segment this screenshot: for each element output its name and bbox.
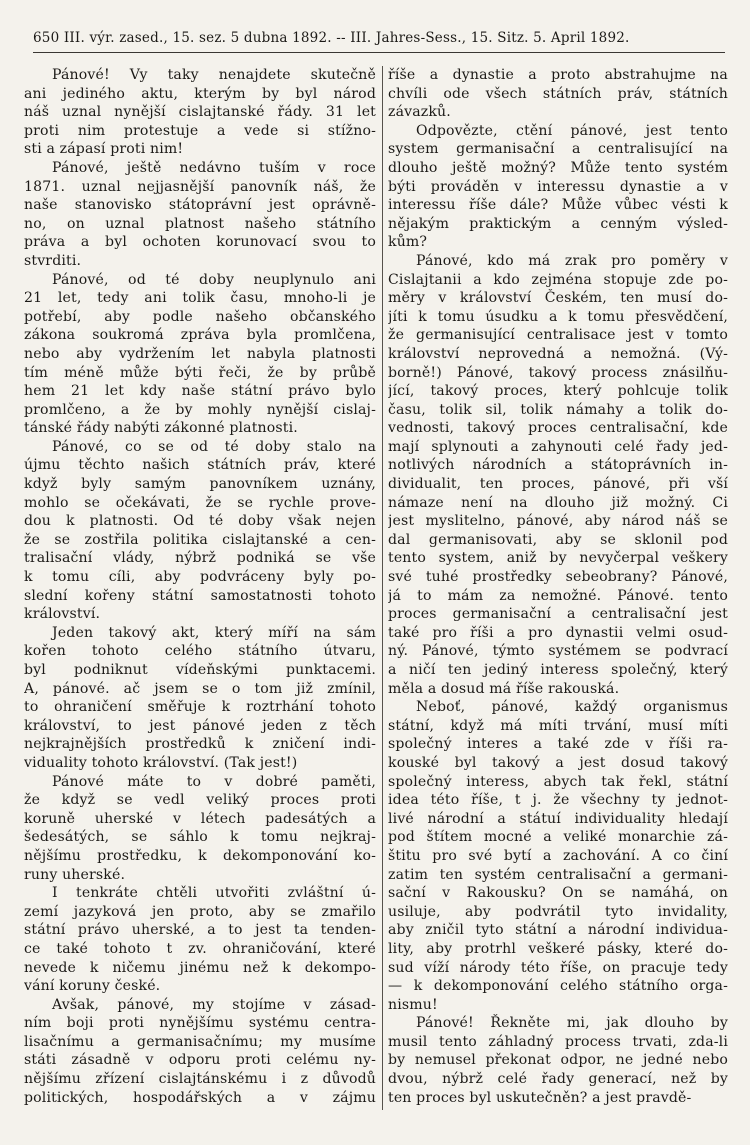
text-line: nějakým praktickým a cenným výsled- — [388, 215, 728, 232]
text-line: tralisační vlády, nýbrž podniká se vše — [24, 550, 376, 567]
text-line: zemí jazyková jen proto, aby se zmařilo — [24, 903, 376, 920]
text-line: Pánové! Vy taky nenajdete skutečně — [52, 67, 376, 83]
text-line: Pánové! Řekněte mi, jak dlouho by — [416, 1015, 728, 1032]
text-line: ani jediného aktu, kterým by byl národ — [24, 85, 376, 102]
text-line: proces germanisační a centralisační jest — [388, 606, 728, 623]
text-line: promlčeno, a že by mohly nynější cislaj- — [24, 401, 376, 418]
text-line: ním boji proti nynějšímu systému centra- — [24, 1015, 376, 1032]
text-line: tánské řády nabýti zákonné platnosti. — [24, 420, 298, 437]
text-line: dividualit, ten proces, pánové, při vší — [388, 476, 728, 493]
text-line: závazků. — [388, 104, 451, 121]
text-line: lity, aby protrhl veškeré pásky, které do- — [388, 940, 728, 957]
text-line: nismu! — [388, 996, 438, 1013]
text-line: aby zničil tyto státní a národní individua- — [388, 922, 728, 939]
text-line: ten proces byl uskutečněn? a jest pravdě- — [388, 1089, 692, 1106]
text-line: dal germanisovati, aby se sklonil pod — [388, 531, 728, 548]
text-line: dlouho ještě možný? Může tento systém — [388, 159, 728, 176]
text-line: že když se vedl veliký proces proti — [24, 792, 376, 809]
text-line: viduality tohoto království. (Tak jest!) — [24, 754, 298, 771]
text-line: dou k platnosti. Od té doby však nejen — [24, 513, 376, 530]
text-line: tím méně může býti řeči, že by průbě — [24, 364, 376, 381]
left-column — [24, 66, 376, 1107]
text-line: A, pánové. ač jsem se o tom již zmínil, — [24, 680, 376, 697]
text-line: musil tento záhladný process trvati, zda-li — [388, 1033, 728, 1050]
text-line: borně!) Pánové, takový process znásilňu- — [388, 364, 728, 381]
text-line: naše stanovisko státoprávní jest oprávně- — [24, 197, 376, 214]
text-line: hem 21 let kdy naše státní právo bylo — [24, 383, 376, 400]
text-line: 1871. uznal nejjasnější panovník náš, že — [24, 178, 376, 195]
text-line: tento system, aniž by nevyčerpal veškery — [388, 550, 728, 567]
text-line: království neprovedná a nemožná. (Vý- — [388, 345, 728, 362]
text-line: slední kořeny státní samostatnosti tohoto — [24, 587, 376, 604]
text-line: a ničí ten jediný interess společný, který — [388, 662, 728, 678]
text-line: koruně uherské v létech padesátých a — [24, 810, 376, 827]
text-line: — k dekomponování celého státního orga- — [388, 978, 728, 995]
header-rule — [33, 52, 725, 53]
text-line: idea této říše, t j. že všechny ty jednot- — [388, 792, 728, 809]
text-line: jící, takový proces, který pohlcuje tolik — [388, 383, 728, 400]
text-line: šedesátých, se sáhlo k tomu nejkraj- — [24, 829, 376, 846]
text-line: k tomu cíli, aby podvráceny byly po- — [24, 569, 376, 586]
text-line: kům? — [388, 234, 428, 251]
text-line: království, to jest pánové jeden z těch — [24, 717, 376, 734]
text-line: Pánové, ještě nedávno tuším v roce — [52, 159, 376, 176]
text-line: já to mám za nemožné. Pánové. tento — [388, 587, 728, 604]
text-line: lisačnímu a germanisačnímu; my musíme — [24, 1033, 376, 1050]
text-line: náš uznal nynější cislajtanské řády. 31 let — [24, 104, 376, 121]
text-line: pod štítem mocné a veliké monarchie zá- — [388, 829, 728, 846]
text-line: by nemusel překonat odpor, ne jedné nebo — [388, 1052, 728, 1069]
text-line: sační v Rakousku? On se namáhá, on — [388, 885, 728, 902]
text-line: Neboť, pánové, každý organismus — [416, 699, 728, 716]
text-line: zákona soukromá zpráva byla promlčena, — [24, 327, 376, 344]
text-line: usiluje, aby podvrátil tyto invidality, — [388, 903, 728, 920]
text-line: zatim ten systém centralisační a germani- — [388, 866, 728, 883]
text-line: státní, když má míti trvání, musí míti — [388, 717, 728, 734]
text-line: to ohraničení směřuje k roztrhání tohoto — [24, 699, 376, 716]
text-line: společný interess, abych tak řekl, státní — [388, 773, 728, 790]
text-line: společný interes a také zde v říši ra- — [388, 736, 728, 753]
text-line: Pánové, co se od té doby stalo na — [52, 438, 376, 455]
text-line: Odpovězte, ctění pánové, jest tento — [416, 122, 728, 139]
text-line: Cislajtanii a kdo zejména stopuje zde po- — [388, 271, 728, 288]
text-line: Pánové, od té doby neuplynulo ani — [52, 271, 376, 288]
text-line: I tenkráte chtěli utvořiti zvláštní ú- — [52, 885, 376, 902]
text-line: livé národní a státuí individuality hledají — [388, 810, 728, 827]
text-line: notlivých národních a státoprávních in- — [388, 457, 728, 474]
text-line: sti a zápasí proti nim! — [24, 141, 184, 158]
text-line: runy uherské. — [24, 866, 126, 883]
text-line: nejkrajnějších prostředků k zničení indi- — [24, 736, 376, 753]
text-line: štitu pro své bytí a zachování. A co činí — [388, 847, 728, 864]
text-line: Pánové máte to v dobré paměti, — [52, 773, 376, 790]
text-line: vednosti, takový proces centralisační, kde — [388, 420, 728, 437]
text-line: potřebí, aby podle našeho občanského — [24, 308, 376, 325]
text-line: býti prováděn v interessu dynastie a v — [388, 178, 728, 195]
text-line: království. — [24, 606, 101, 623]
text-line: říše a dynastie a proto abstrahujme na — [388, 67, 728, 83]
text-line: také pro říši a pro dynastii velmi osud- — [388, 624, 728, 641]
text-line: no, on uznal platnost našeho státního — [24, 215, 376, 232]
text-line: státi zásadně v odporu proti celému ny- — [24, 1052, 376, 1069]
text-line: sud víží národy této říše, on pracuje tedy — [388, 959, 728, 976]
text-line: jíti k tomu úsudku a k tomu přesvědčení, — [388, 308, 728, 325]
text-line: vání koruny české. — [24, 978, 161, 995]
text-line: své tuhé prostředky sebeobrany? Pánové, — [388, 569, 728, 586]
text-line: práva a byl ochoten korunovací svou to — [24, 234, 376, 251]
text-line: proti nim protestuje a vede si stížno- — [24, 122, 376, 139]
text-line: ce také tohoto t zv. ohraničování, které — [24, 940, 376, 957]
text-line: že se zostřila politika cislajtanské a cen- — [24, 531, 376, 548]
text-line: stvrditi. — [24, 252, 82, 269]
text-line: 21 let, tedy ani tolik času, mnoho-li je — [24, 290, 376, 307]
text-line: chvíli ode všech státních práv, státních — [388, 85, 728, 102]
text-line: jest myslitelno, pánové, aby národ náš se — [388, 513, 728, 530]
text-line: mohlo se očekávati, že se rychle prove- — [24, 494, 376, 511]
text-line: námaze není na dlouho již možný. Ci — [388, 494, 728, 511]
text-line: dvou, nýbrž celé řady generací, než by — [388, 1071, 728, 1088]
text-line: kořen tohoto celého státního útvaru, — [24, 643, 376, 660]
text-line: státní právo uherské, a to jest ta tenden- — [24, 922, 376, 939]
text-line: system germanisační a centralisující na — [388, 141, 728, 158]
text-line: Avšak, pánové, my stojíme v zásad- — [52, 996, 376, 1013]
text-line: politických, hospodářských a v zájmu — [24, 1089, 376, 1106]
text-line: měla a dosud má říše rakouská. — [388, 680, 620, 697]
right-column — [388, 66, 728, 1107]
text-line: ný. Pánové, týmto systémem se podvrací — [388, 643, 728, 660]
text-line: Jeden takový akt, který míří na sám — [52, 624, 376, 641]
column-divider — [382, 66, 383, 1110]
page-header: 650 III. výr. zased., 15. sez. 5 dubna 1892. -- III. Jahres-Sess., 15. Sitz. 5. April 1892. — [33, 30, 630, 46]
text-line: kouské byl takový a jest dosud takový — [388, 754, 728, 771]
text-line: že germanisující centralisace jest v tomto — [388, 327, 728, 344]
text-line: nějšímu zřízení cislajtánskému i z důvodů — [24, 1071, 376, 1088]
text-line: mají splynouti a zahynouti celé řady jed- — [388, 438, 728, 455]
text-line: byl podniknut vídeňskými punktacemi. — [24, 662, 376, 678]
text-line: Pánové, kdo má zrak pro poměry v — [416, 252, 728, 269]
text-line: interessu říše dále? Může vůbec vésti k — [388, 197, 728, 214]
text-line: nějšímu prostředku, k dekomponování ko- — [24, 847, 376, 864]
text-line: měry v království Českém, ten musí do- — [388, 290, 728, 307]
text-line: když byly samým panovníkem uznány, — [24, 476, 376, 493]
text-line: nevede k ničemu jinému než k dekompo- — [24, 959, 376, 976]
text-line: nebo aby vydržením let nabyla platnosti — [24, 345, 376, 362]
text-line: času, tolik sil, tolik námahy a tolik do- — [388, 401, 728, 418]
text-line: újmu těchto našich státních práv, které — [24, 457, 376, 474]
